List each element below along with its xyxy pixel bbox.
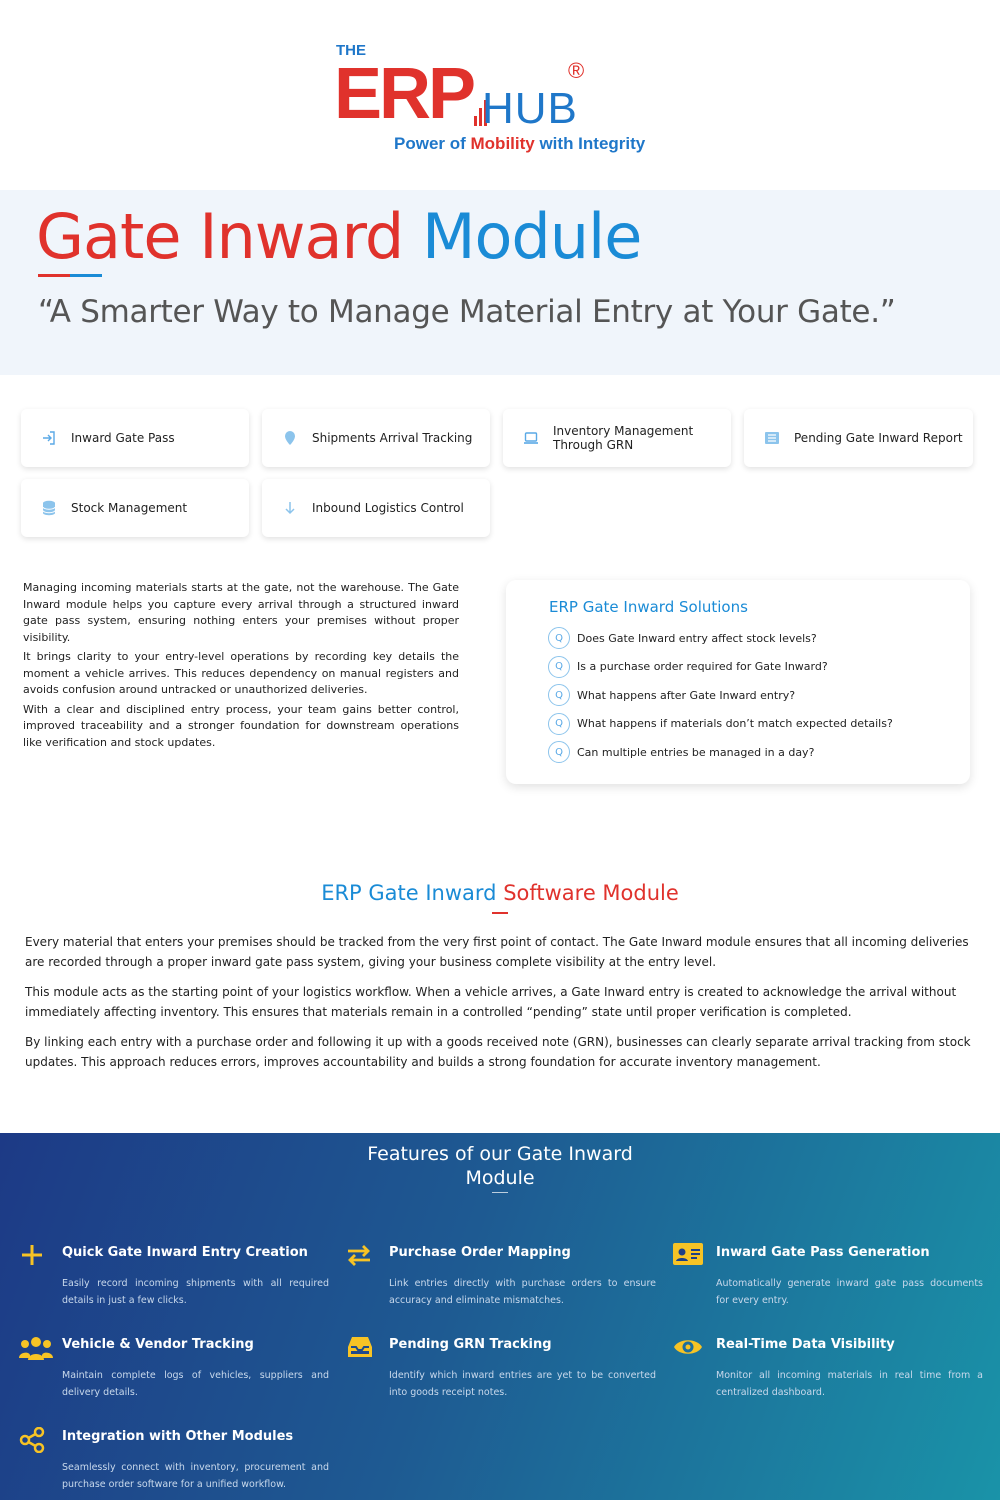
header: [0, 0, 1000, 190]
tag-stock-management[interactable]: Stock Management: [21, 479, 249, 537]
share-nodes-icon: [19, 1427, 45, 1453]
body-paragraph: Every material that enters your premises should be tracked from the very first point of contact. The Gate Inward module ensures that all incoming deliveries are recorded through a proper inward gate pass system, giving your business complete visibility at the entry level.: [25, 935, 969, 969]
swap-arrows-icon: [346, 1243, 372, 1269]
faq-item[interactable]: Q What happens after Gate Inward entry?: [548, 681, 893, 710]
features-title: Features of our Gate Inward Module: [367, 1143, 633, 1189]
database-icon: [39, 498, 59, 518]
intro-text: [23, 580, 459, 754]
plus-icon: [19, 1243, 45, 1269]
login-icon: [39, 428, 59, 448]
users-icon: [19, 1335, 45, 1361]
faq-title: ERP Gate Inward Solutions: [549, 598, 748, 616]
question-icon: Q: [548, 656, 570, 678]
faq-card: [506, 580, 970, 784]
question-icon: Q: [548, 684, 570, 706]
faq-item[interactable]: Q Does Gate Inward entry affect stock levels?: [548, 624, 893, 653]
body-paragraph: By linking each entry with a purchase order and following it up with a goods received note (GRN), businesses can clearly separate arrival tracking from stock updates. This approach reduces errors, improves accountability and builds a strong foundation for accurate inventory management.: [25, 1035, 971, 1069]
laptop-icon: [521, 428, 541, 448]
question-icon: Q: [548, 741, 570, 763]
hero-banner: [0, 190, 1000, 375]
logo-hub: HUB: [482, 84, 578, 133]
body-paragraph: This module acts as the starting point of your logistics workflow. When a vehicle arrives, a Gate Inward entry is created to acknowledge the arrival without immediately affecting inventory. This ensures that materials remain in a controlled “pending” state until proper verification is completed.: [25, 985, 957, 1019]
tag-pending-gate-inward-report[interactable]: Pending Gate Inward Report: [744, 409, 973, 467]
page-title: Gate Inward Module: [36, 200, 642, 273]
id-card-icon: [673, 1243, 699, 1269]
logo-tagline: Power of Mobility with Integrity: [394, 134, 646, 153]
question-icon: Q: [548, 627, 570, 649]
tag-inward-gate-pass[interactable]: Inward Gate Pass: [21, 409, 249, 467]
question-icon: Q: [548, 713, 570, 735]
features-divider: [492, 1192, 508, 1193]
features-section: Features of our Gate Inward Module Quick Gate Inward Entry Creation Easily record incoming shipments with all required details in just a few clicks. Purchase Order Mapping Link entries directly with purchase orders to ensure accuracy and eliminate mismatches. Inward Gate Pass Generation Automatically generate inward gate pass documents for every entry. Vehicle & Vendor Tracking Maintain complete logs of vehicles, suppliers and delivery details. Pending GRN Tracking Identify which inward entries are yet to be converted into goods receipt notes. Real-Time Data Visibility Monitor all incoming materials in real time from a centralized dashboard. Integration with Other Modules Seamlessly connect with inventory, procurement and purchase order software for a unified workflow.: [0, 1133, 1000, 1500]
erp-hub-logo[interactable]: [334, 40, 674, 160]
faq-item[interactable]: Q What happens if materials don’t match expected details?: [548, 710, 893, 739]
intro-paragraph: It brings clarity to your entry-level operations by recording key details the moment a vehicle arrives. This reduces dependency on manual registers and avoids confusion around untracked or unauthorized deliveries.: [23, 650, 459, 696]
logo-the: THE: [336, 42, 366, 59]
intro-paragraph: With a clear and disciplined entry process, your team gains better control, improved traceability and a stronger foundation for downstream operations like verification and stock updates.: [23, 702, 459, 749]
tag-shipments-arrival-tracking[interactable]: Shipments Arrival Tracking: [262, 409, 490, 467]
page-subtitle: “A Smarter Way to Manage Material Entry at Your Gate.”: [38, 294, 896, 330]
report-icon: [762, 428, 782, 448]
tag-inbound-logistics-control[interactable]: Inbound Logistics Control: [262, 479, 490, 537]
intro-paragraph: Managing incoming materials starts at the gate, not the warehouse. The Gate Inward module helps you capture every arrival through a structured inward gate pass system, ensuring nothing enters your premises without proper visibility.: [23, 581, 459, 644]
map-pin-icon: [280, 428, 300, 448]
logo-registered: ®: [568, 58, 585, 83]
inbox-icon: [346, 1335, 372, 1361]
logo-erp: ERP: [334, 54, 474, 134]
software-module-title: ERP Gate Inward Software Module: [321, 881, 679, 905]
title-underline: [38, 274, 102, 277]
faq-item[interactable]: Q Can multiple entries be managed in a day?: [548, 738, 893, 767]
eye-icon: [673, 1335, 699, 1361]
faq-item[interactable]: Q Is a purchase order required for Gate Inward?: [548, 653, 893, 682]
software-module-body: [25, 933, 980, 1083]
title-divider: [492, 912, 508, 914]
arrow-down-icon: [280, 498, 300, 518]
tag-inventory-management-grn[interactable]: Inventory Management Through GRN: [503, 409, 731, 467]
